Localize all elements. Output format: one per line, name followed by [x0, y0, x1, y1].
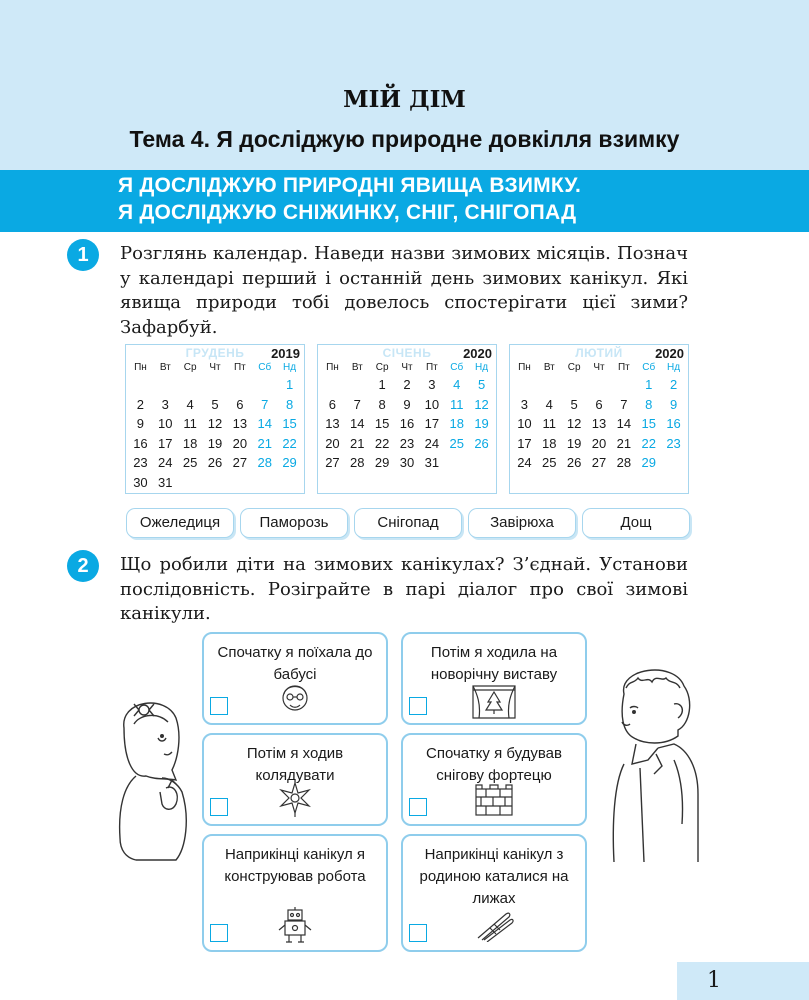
calendar-day[interactable]: 18 — [182, 435, 198, 451]
task-1-text: Розглянь календар. Наведи назви зимових місяців. Познач у календарі перший і останній день зимових канікул. Які явища природи тобі довелось спостерігати цієї зими? Зафарбуй. — [120, 243, 688, 338]
calendar-weekday: Ср — [375, 362, 389, 373]
calendar-weekday: Пн — [326, 362, 339, 373]
calendar-year: 2020 — [463, 346, 492, 361]
calendar-day[interactable]: 10 — [158, 416, 173, 431]
calendar-day — [611, 375, 636, 395]
calendar-day[interactable]: 18 — [542, 435, 557, 451]
calendar-grid — [320, 361, 494, 473]
calendar-day[interactable]: 17 — [158, 435, 173, 451]
calendar-day[interactable]: 19 — [474, 416, 489, 431]
calendar-day[interactable]: 23 — [666, 435, 681, 451]
calendar-weekday: Нд — [283, 362, 297, 373]
calendar-day[interactable]: 28 — [257, 455, 272, 470]
card-checkbox[interactable] — [210, 924, 228, 942]
calendar-day[interactable]: 20 — [591, 435, 607, 451]
calendar-weekday: Сб — [258, 362, 272, 373]
calendar-year: 2020 — [655, 346, 684, 361]
calendar-day[interactable]: 19 — [566, 435, 582, 451]
calendar-day[interactable]: 22 — [282, 435, 297, 451]
calendar-day — [178, 375, 203, 395]
calendar-day[interactable]: 4 — [545, 396, 553, 412]
calendar-day[interactable]: 10 — [517, 416, 532, 431]
calendar-weekday: Вт — [351, 362, 363, 373]
calendar-day[interactable]: 28 — [616, 455, 632, 470]
calendar-day — [227, 375, 252, 395]
skis-icon — [474, 910, 514, 942]
card-text: Спочатку я будував снігову фортецю — [426, 745, 562, 784]
calendar-weekday: Чт — [593, 362, 605, 373]
calendar-day[interactable]: 25 — [542, 455, 557, 470]
calendar-day[interactable]: 29 — [641, 455, 656, 470]
calendar-day[interactable]: 21 — [616, 435, 632, 451]
calendar-day[interactable]: 1 — [645, 377, 653, 392]
card-robot[interactable] — [202, 834, 388, 952]
phenomenon-blizzard[interactable]: Завірюха — [468, 508, 576, 538]
robot-icon — [277, 906, 313, 944]
calendar-day[interactable]: 7 — [620, 396, 628, 412]
calendar-weekday: Чт — [209, 362, 221, 373]
calendar-day — [203, 473, 228, 493]
calendar-weekday: Пт — [425, 362, 438, 373]
calendar-day[interactable]: 12 — [207, 416, 223, 431]
calendar-day[interactable]: 5 — [570, 396, 578, 412]
card-checkbox[interactable] — [210, 697, 228, 715]
calendar-day[interactable]: 9 — [669, 396, 678, 412]
calendar-weekday: Ср — [567, 362, 581, 373]
calendar-day[interactable]: 8 — [285, 396, 294, 412]
calendar-day[interactable]: 26 — [566, 455, 582, 470]
calendar-day[interactable]: 11 — [449, 396, 464, 412]
calendar-weekday: Чт — [401, 362, 413, 373]
calendar-month: ГРУДЕНЬ — [185, 346, 245, 360]
calendar-day[interactable]: 2 — [403, 377, 411, 392]
calendar-day — [512, 375, 537, 395]
calendar-day[interactable]: 20 — [232, 435, 248, 451]
calendar-day[interactable]: 9 — [136, 416, 145, 431]
calendar-day — [153, 375, 178, 395]
calendar-day[interactable]: 7 — [261, 396, 269, 412]
card-text: Наприкінці канікул я конструював робота — [224, 846, 366, 885]
calendar-day — [444, 453, 469, 473]
calendar-day — [203, 375, 228, 395]
card-grandma[interactable] — [202, 632, 388, 725]
calendar-day[interactable]: 6 — [595, 396, 603, 412]
card-text: Потім я ходила на новорічну виставу — [430, 644, 558, 683]
calendar-day — [320, 375, 345, 395]
card-checkbox[interactable] — [409, 697, 427, 715]
calendar-day[interactable]: 17 — [517, 435, 532, 451]
calendar-day[interactable]: 10 — [424, 396, 440, 412]
calendar-day[interactable]: 31 — [424, 455, 440, 470]
calendar-december — [125, 344, 305, 494]
card-checkbox[interactable] — [210, 798, 228, 816]
calendar-weekday: Сб — [450, 362, 464, 373]
calendar-day[interactable]: 22 — [374, 435, 390, 451]
card-skiing[interactable] — [401, 834, 587, 952]
card-snow-fort[interactable] — [401, 733, 587, 826]
calendar-day[interactable]: 16 — [666, 416, 681, 431]
calendar-weekday: Пн — [518, 362, 531, 373]
calendar-day[interactable]: 23 — [399, 435, 415, 451]
calendar-grid — [128, 361, 302, 492]
calendar-day[interactable]: 25 — [449, 435, 464, 451]
calendar-weekday: Сб — [642, 362, 656, 373]
calendar-day[interactable]: 2 — [136, 396, 145, 412]
calendar-day — [587, 375, 612, 395]
phenomena-row — [126, 508, 690, 538]
calendar-day — [562, 375, 587, 395]
calendar-month: ЛЮТИЙ — [575, 346, 623, 360]
task-2-number: 2 — [67, 550, 99, 582]
calendar-day[interactable]: 30 — [133, 474, 148, 490]
calendar-weekday: Вт — [159, 362, 171, 373]
page-number: 1 — [707, 968, 721, 993]
calendar-day[interactable]: 12 — [566, 416, 582, 431]
calendar-day[interactable]: 13 — [591, 416, 607, 431]
calendar-day[interactable]: 4 — [186, 396, 194, 412]
calendar-day — [661, 453, 686, 473]
calendar-grid — [512, 361, 686, 473]
calendar-day[interactable]: 12 — [474, 396, 489, 412]
calendar-day[interactable]: 14 — [257, 416, 272, 431]
card-text: Наприкінці канікул з родиною каталися на лижах — [419, 846, 569, 907]
page-number-band — [677, 962, 809, 1000]
calendar-day[interactable]: 26 — [207, 455, 223, 470]
calendar-day[interactable]: 27 — [232, 455, 248, 470]
calendar-weekday: Ср — [183, 362, 197, 373]
calendar-weekday: Вт — [543, 362, 555, 373]
calendar-day[interactable]: 31 — [158, 474, 173, 490]
calendar-day[interactable]: 9 — [403, 396, 411, 412]
calendar-day[interactable]: 26 — [474, 435, 489, 451]
calendar-day[interactable]: 6 — [236, 396, 244, 412]
task-2-text: Що робили діти на зимових канікулах? З’єднай. Установи послідовність. Розіграйте в парі діалог про свої зимові канікули. — [120, 554, 688, 624]
card-checkbox[interactable] — [409, 798, 427, 816]
calendar-day[interactable]: 17 — [424, 416, 440, 431]
topic-title: Тема 4. Я досліджую природне довкілля взимку — [129, 126, 680, 152]
calendar-day[interactable]: 16 — [399, 416, 415, 431]
unit-title: МІЙ ДІМ — [343, 86, 466, 113]
calendar-day[interactable]: 16 — [133, 435, 148, 451]
calendar-day — [537, 375, 562, 395]
card-caroling[interactable] — [202, 733, 388, 826]
calendar-weekday: Пт — [617, 362, 630, 373]
calendar-year: 2019 — [271, 346, 300, 361]
calendar-day[interactable]: 22 — [641, 435, 656, 451]
card-checkbox[interactable] — [409, 924, 427, 942]
lesson-title-line-1: Я ДОСЛІДЖУЮ ПРИРОДНІ ЯВИЩА ВЗИМКУ. — [118, 174, 582, 197]
calendar-weekday: Нд — [475, 362, 489, 373]
calendar-day — [252, 375, 277, 395]
calendar-day[interactable]: 29 — [374, 455, 390, 470]
calendar-day[interactable]: 5 — [211, 396, 219, 412]
calendar-weekday: Пн — [134, 362, 147, 373]
lesson-title-line-2: Я ДОСЛІДЖУЮ СНІЖИНКУ, СНІГ, СНІГОПАД — [118, 201, 577, 224]
calendar-day[interactable]: 21 — [257, 435, 272, 451]
calendar-day — [252, 473, 277, 493]
calendar-january — [317, 344, 497, 494]
calendar-day[interactable]: 11 — [183, 416, 197, 431]
calendar-day[interactable]: 6 — [328, 396, 337, 412]
snow-fort-icon — [474, 783, 514, 817]
calendar-day — [345, 375, 370, 395]
calendar-day[interactable]: 15 — [641, 416, 656, 431]
calendar-day[interactable]: 1 — [378, 377, 386, 392]
calendar-day[interactable]: 15 — [374, 416, 390, 431]
calendar-day[interactable]: 14 — [616, 416, 632, 431]
calendar-day[interactable]: 3 — [161, 396, 169, 412]
calendar-weekday: Пт — [233, 362, 246, 373]
calendar-day[interactable]: 5 — [477, 377, 486, 392]
calendar-day[interactable]: 30 — [399, 455, 415, 470]
task-1-number: 1 — [67, 239, 99, 271]
card-text: Спочатку я поїхала до бабусі — [217, 644, 373, 683]
calendar-day[interactable]: 1 — [285, 377, 294, 392]
calendar-day[interactable]: 8 — [645, 396, 653, 412]
phenomenon-rain[interactable]: Дощ — [582, 508, 690, 538]
card-text: Потім я ходив колядувати — [246, 745, 344, 784]
calendar-day — [277, 473, 302, 493]
calendar-day[interactable]: 18 — [449, 416, 464, 431]
calendar-day[interactable]: 8 — [378, 396, 386, 412]
calendar-day[interactable]: 15 — [282, 416, 297, 431]
boy-illustration-icon — [604, 664, 704, 864]
calendar-day[interactable]: 3 — [428, 377, 436, 392]
calendar-day[interactable]: 28 — [350, 455, 365, 470]
calendar-day[interactable]: 13 — [232, 416, 248, 431]
calendar-day[interactable]: 20 — [325, 435, 340, 451]
calendar-weekday: Нд — [667, 362, 681, 373]
calendar-day[interactable]: 4 — [453, 377, 461, 392]
phenomenon-snowfall[interactable]: Снігопад — [354, 508, 462, 538]
phenomenon-ice[interactable]: Ожеледиця — [126, 508, 234, 538]
carol-star-icon — [278, 781, 312, 817]
calendar-day[interactable]: 11 — [542, 416, 557, 431]
calendar-day[interactable]: 13 — [325, 416, 340, 431]
calendar-day[interactable]: 7 — [353, 396, 361, 412]
calendar-day — [469, 453, 494, 473]
calendar-day[interactable]: 3 — [520, 396, 529, 412]
calendar-day[interactable]: 24 — [158, 455, 173, 470]
calendar-day[interactable]: 21 — [350, 435, 365, 451]
calendar-day[interactable]: 2 — [669, 377, 678, 392]
calendar-day[interactable]: 27 — [325, 455, 340, 470]
calendar-day[interactable]: 19 — [207, 435, 223, 451]
calendar-day[interactable]: 27 — [591, 455, 607, 470]
girl-illustration-icon — [106, 688, 196, 863]
card-new-year-show[interactable] — [401, 632, 587, 725]
calendar-day[interactable]: 14 — [350, 416, 365, 431]
calendar-day[interactable]: 24 — [517, 455, 532, 470]
phenomenon-frost[interactable]: Паморозь — [240, 508, 348, 538]
calendar-month: СІЧЕНЬ — [382, 346, 432, 360]
theater-stage-icon — [471, 684, 517, 720]
calendar-february — [509, 344, 689, 494]
calendar-day[interactable]: 24 — [424, 435, 440, 451]
calendar-day — [227, 473, 252, 493]
calendar-day — [128, 375, 153, 395]
calendar-day[interactable]: 25 — [182, 455, 198, 470]
calendar-day[interactable]: 23 — [133, 455, 148, 470]
grandma-face-icon — [278, 680, 312, 716]
calendar-day — [178, 473, 203, 493]
calendar-day[interactable]: 29 — [282, 455, 297, 470]
